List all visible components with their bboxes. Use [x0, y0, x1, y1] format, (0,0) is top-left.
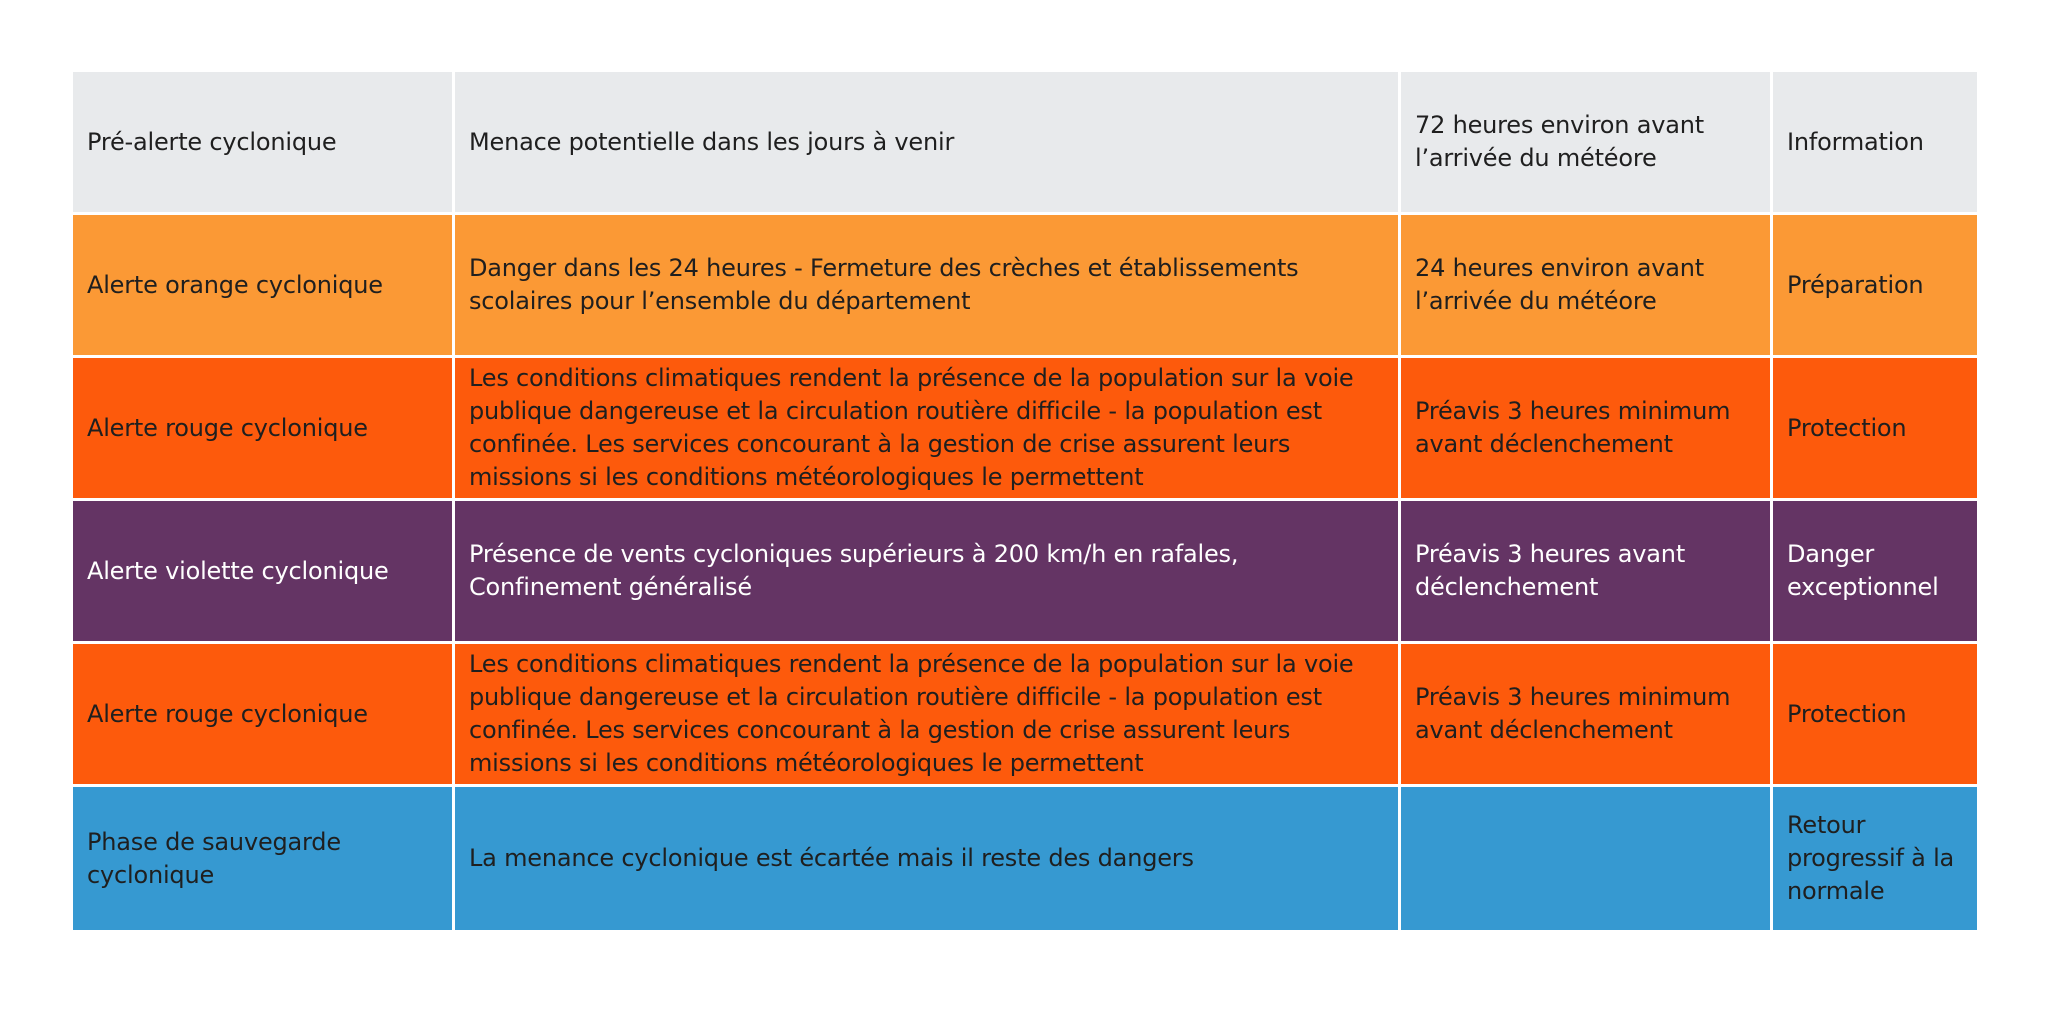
table-row: [73, 644, 1977, 787]
timing-cell: 72 heures environ avant l’arrivée du météore: [1401, 72, 1773, 215]
table-row: [73, 72, 1977, 215]
phase-cell: Pré-alerte cyclonique: [73, 72, 455, 215]
mode-cell: Danger exceptionnel: [1773, 501, 1977, 644]
description-cell: Présence de vents cycloniques supérieurs à 200 km/h en rafales, Confinement généralisé: [455, 501, 1401, 644]
description-cell: Les conditions climatiques rendent la présence de la population sur la voie publique dangereuse et la circulation routière difficile - la population est confinée. Les services concourant à la gestion de crise assurent leurs missions si les conditions météorologiques le permettent: [455, 358, 1401, 501]
phase-cell: Alerte orange cyclonique: [73, 215, 455, 358]
mode-cell: Information: [1773, 72, 1977, 215]
timing-cell: Préavis 3 heures minimum avant déclenchement: [1401, 644, 1773, 787]
mode-cell: Protection: [1773, 644, 1977, 787]
timing-cell: 24 heures environ avant l’arrivée du météore: [1401, 215, 1773, 358]
table-row: [73, 787, 1977, 930]
phase-cell: Phase de sauvegarde cyclonique: [73, 787, 455, 930]
mode-cell: Retour progressif à la normale: [1773, 787, 1977, 930]
table-row: [73, 358, 1977, 501]
description-cell: Danger dans les 24 heures - Fermeture des crèches et établissements scolaires pour l’ensemble du département: [455, 215, 1401, 358]
timing-cell: [1401, 787, 1773, 930]
phase-cell: Alerte violette cyclonique: [73, 501, 455, 644]
mode-cell: Protection: [1773, 358, 1977, 501]
phase-cell: Alerte rouge cyclonique: [73, 644, 455, 787]
table-row: [73, 501, 1977, 644]
cyclone-alert-table: [73, 72, 1977, 930]
table-row: [73, 215, 1977, 358]
description-cell: Menace potentielle dans les jours à venir: [455, 72, 1401, 215]
description-cell: La menance cyclonique est écartée mais il reste des dangers: [455, 787, 1401, 930]
phase-cell: Alerte rouge cyclonique: [73, 358, 455, 501]
mode-cell: Préparation: [1773, 215, 1977, 358]
timing-cell: Préavis 3 heures minimum avant déclenchement: [1401, 358, 1773, 501]
description-cell: Les conditions climatiques rendent la présence de la population sur la voie publique dangereuse et la circulation routière difficile - la population est confinée. Les services concourant à la gestion de crise assurent leurs missions si les conditions météorologiques le permettent: [455, 644, 1401, 787]
timing-cell: Préavis 3 heures avant déclenchement: [1401, 501, 1773, 644]
